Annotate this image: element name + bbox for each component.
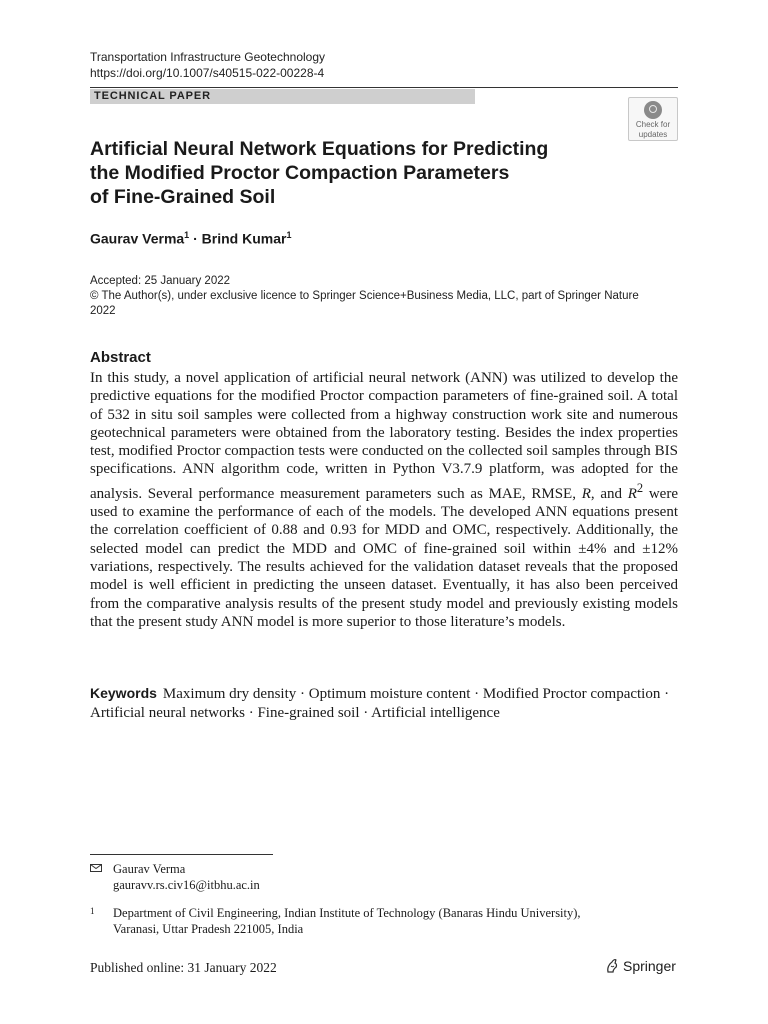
author-1[interactable]: Gaurav Verma [90,230,185,247]
author-2-affil-mark: 1 [286,230,292,240]
affiliation-line-2: Varanasi, Uttar Pradesh 221005, India [113,922,304,936]
corresponding-author-email[interactable]: gauravv.rs.civ16@itbhu.ac.in [113,878,260,892]
abstract-heading: Abstract [90,349,151,366]
check-for-updates-badge[interactable] [628,97,678,141]
badge-label-1: Check for [635,120,671,129]
title-line-2: the Modified Proctor Compaction Parameters [90,162,510,184]
var-r-squared: R [627,485,637,502]
springer-horse-icon [604,958,620,974]
title-line-1: Artificial Neural Network Equations for Predicting [90,138,549,160]
header-rule [90,87,678,88]
abstract-text [90,369,678,631]
superscript-2: 2 [636,480,644,495]
copyright-line-2: 2022 [90,305,116,317]
journal-name: Transportation Infrastructure Geotechnology [90,50,326,64]
published-online: Published online: 31 January 2022 [90,960,277,975]
keywords-heading: Keywords [90,685,157,701]
author-1-affil-mark: 1 [184,230,190,240]
author-separator: · [189,230,202,247]
abstract-part-c: were used to examine the performance of each of the models. The developed ANN equations present the correlation coefficient of 0.88 and 0.93 for MDD and OMC, respectively. Additionally, the selected model can predict the MDD and OMC of fine-grained soil within ±4% and ±12% variations, respectively. The results achieved for the validation dataset reveals that the proposed model is well efficient in predicting the unseen dataset. Eventually, it has also been perceived from the comparative analysis results of the present study model and previously existing models that the present study ANN model is more superior to those literature’s models. [90,485,678,630]
corresponding-author [90,861,260,893]
var-r: R [581,485,591,502]
affiliation-number: 1 [90,906,95,916]
accepted-date: Accepted: 25 January 2022 [90,275,231,287]
author-2[interactable]: Brind Kumar [201,230,287,247]
springer-wordmark: Springer [623,958,676,974]
author-list [90,230,291,247]
publication-meta [90,274,639,319]
envelope-icon [90,864,102,872]
springer-logo [604,958,676,974]
abstract-part-b: , and [590,485,628,502]
copyright-line-1: © The Author(s), under exclusive licence to Springer Science+Business Media, LLC, part of Springer Nature [90,290,639,302]
paper-title [90,137,610,209]
affiliation-line-1: Department of Civil Engineering, Indian Institute of Technology (Banaras Hindu University), [113,906,581,920]
corresponding-author-name: Gaurav Verma [113,862,186,876]
keywords-list: Maximum dry density · Optimum moisture content · Modified Proctor compaction · Artificial neural networks · Fine-grained soil · Artificial intelligence [90,686,670,721]
footnote-rule [90,854,273,855]
title-line-3: of Fine-Grained Soil [90,186,276,208]
badge-label-2: updates [638,130,668,139]
paper-type-banner: TECHNICAL PAPER [90,89,475,104]
affiliation [90,905,581,937]
check-updates-icon [644,101,662,119]
journal-header [90,49,325,81]
doi-link[interactable]: https://doi.org/10.1007/s40515-022-00228-4 [90,66,325,80]
abstract-part-a: In this study, a novel application of artificial neural network (ANN) was utilized to develop the predictive equations for the modified Proctor compaction parameters of fine-grained soil. A total of 532 in situ soil samples were collected from a highway construction work site and numerous geotechnical parameters were obtained from the laboratory testing. Besides the index properties test, modified Proctor compaction tests were conducted on the collected soil samples through BIS specifications. ANN algorithm code, written in Python V3.7.9 platform, was adopted for the analysis. Several performance measurement parameters such as MAE, RMSE, [90,370,678,502]
keywords-block [90,684,678,723]
